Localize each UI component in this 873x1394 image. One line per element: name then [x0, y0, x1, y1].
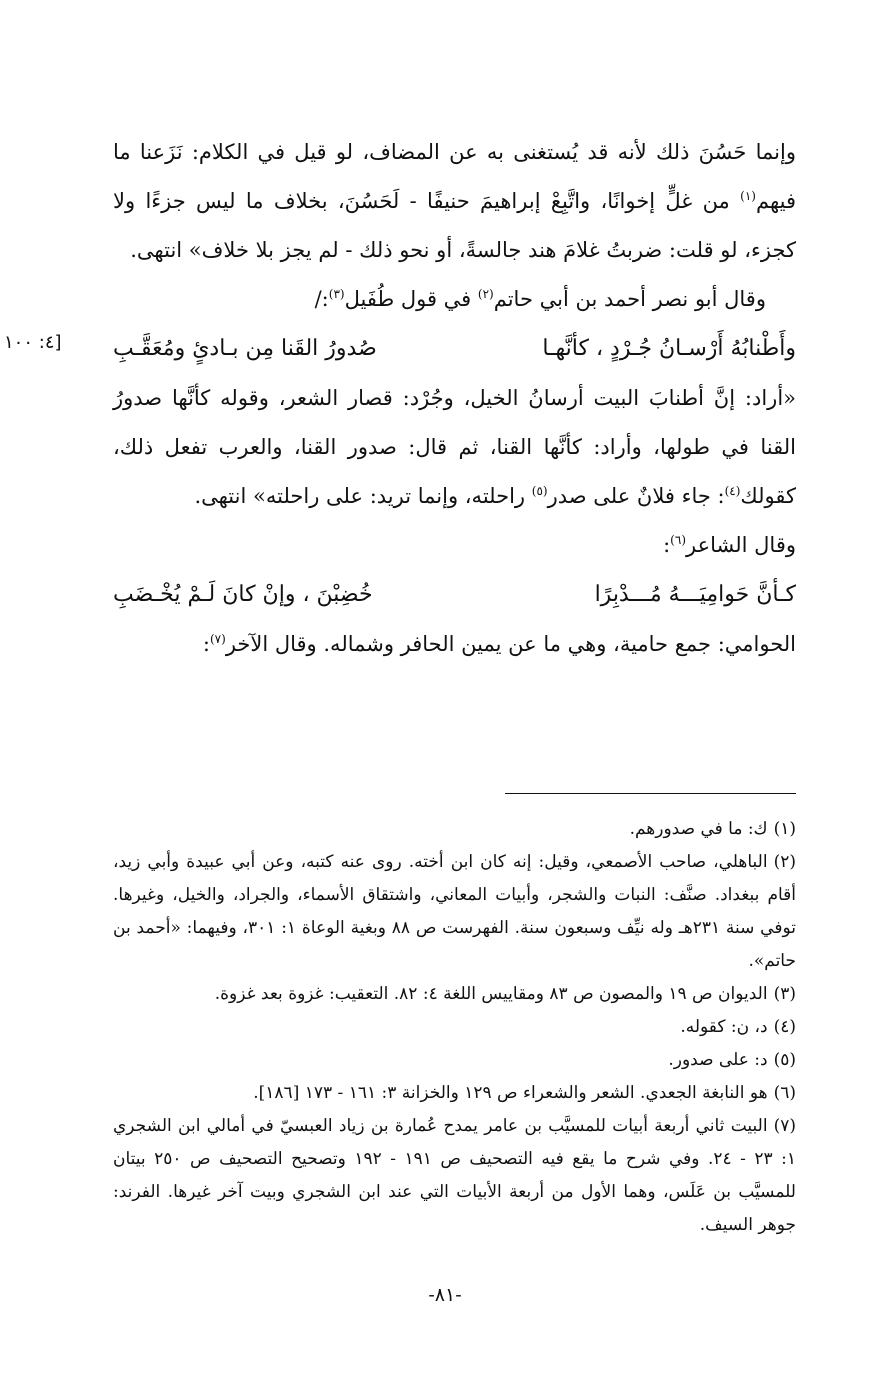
footnote-ref-6: (٦)	[670, 533, 686, 547]
footnote-text: الديوان ص ١٩ والمصون ص ٨٣ ومقاييس اللغة ٤: ٨٢. التعقيب: غزوة بعد غزوة.	[214, 984, 768, 1004]
footnotes	[113, 813, 796, 1242]
footnote-number: (٤)	[773, 1017, 796, 1037]
paragraph-4	[113, 521, 796, 570]
paragraph-2	[113, 275, 796, 324]
footnote-ref-3: (٣)	[328, 287, 345, 301]
footnote-6	[113, 1077, 796, 1110]
paragraph-5-text-a: الحوامي: جمع حامية، وهي ما عن يمين الحافر وشماله. وقال الآخر	[225, 632, 796, 656]
paragraph-2-text-c: :/	[314, 287, 329, 311]
footnote-text: البيت ثاني أربعة أبيات للمسيَّب بن عامر يمدح عُمارة بن زياد العبسيّ في أمالي ابن الشجري ١: ٢٣ - ٢٤. وفي شرح ما يقع فيه التصحيف ص ١٩١ - ١٩٢ وتصحيح التصحيف ص ٢٥٠ بيتان للمسيَّب بن عَلَس، وهما الأول من أربعة الأبيات التي عند ابن الشجري وبيت آخر غيرها. الفرند: جوهر السيف.	[113, 1116, 796, 1235]
footnote-ref-1: (١)	[740, 189, 756, 203]
footnote-number: (٣)	[773, 984, 796, 1004]
paragraph-2-text-b: في قول طُفَيل	[344, 287, 472, 311]
footnote-text: هو النابغة الجعدي. الشعر والشعراء ص ١٢٩ والخزانة ٣: ١٦١ - ١٧٣ [١٨٦].	[253, 1083, 768, 1103]
paragraph-1-continuation: من غلٍّ إخوانًا، واتَّبِعْ إبراهيمَ حنيفًا - لَحَسُنَ، بخلاف ما ليس جزءًا ولا كجزء، لو قلت: ضربتُ غلامَ هند جالسةً، أو نحو ذلك - لم يجز بلا خلاف» انتهى.	[113, 189, 796, 262]
footnote-3	[113, 978, 796, 1011]
verse-1	[113, 324, 796, 374]
paragraph-1-text: وإنما حَسُنَ ذلك لأنه قد يُستغنى به عن المضاف، لو قيل في الكلام: نَزَعنا ما فيهم	[113, 140, 796, 213]
footnote-5	[113, 1044, 796, 1077]
footnote-2	[113, 846, 796, 978]
footnote-separator	[505, 793, 796, 794]
paragraph-4-text-a: وقال الشاعر	[686, 533, 796, 557]
paragraph-3-text-c: راحلته، وإنما تريد: على راحلته» انتهى.	[194, 484, 526, 508]
margin-reference: [٤: ١٠٠	[4, 332, 62, 353]
verse-2-first-hemistich: كـأنَّ حَوامِيَـــهُ مُـــدْبِرًا	[594, 582, 796, 607]
paragraph-5	[113, 620, 796, 669]
paragraph-3	[113, 374, 796, 521]
page-number: -٨١-	[428, 1284, 462, 1306]
verse-1-second-hemistich: صُدورُ القَنا مِن بـادئٍ ومُعَقَّـبِ	[113, 336, 377, 361]
verse-2-second-hemistich: خُضِبْنَ ، وإنْ كانَ لَـمْ يُخْـضَبِ	[113, 582, 373, 607]
verse-1-first-hemistich: وأَطْنابُهُ أَرْسـانُ جُـرْدٍ ، كأنَّهـا	[542, 336, 796, 361]
paragraph-1	[113, 128, 796, 275]
footnote-number: (٦)	[773, 1083, 796, 1103]
paragraph-4-text-b: :	[663, 533, 671, 557]
paragraph-3-text-b: : جاء فلانٌ على صدر	[547, 484, 725, 508]
footnote-7	[113, 1110, 796, 1242]
footnote-ref-5: (٥)	[531, 484, 548, 498]
footnote-text: د: على صدور.	[668, 1050, 768, 1070]
verse-2	[113, 570, 796, 620]
footnote-text: ك: ما في صدورهم.	[629, 819, 768, 839]
footnote-number: (١)	[773, 819, 796, 839]
paragraph-2-text-a: وقال أبو نصر أحمد بن أبي حاتم	[493, 287, 766, 311]
footnote-4	[113, 1011, 796, 1044]
footnote-ref-7: (٧)	[209, 632, 226, 646]
footnote-ref-4: (٤)	[724, 484, 741, 498]
footnote-text: الباهلي، صاحب الأصمعي، وقيل: إنه كان ابن أخته. روى عنه كتبه، وعن أبي عبيدة وأبي زيد، أقام ببغداد. صنَّف: النبات والشجر، وأبيات المعاني، واشتقاق الأسماء، والجراد، والخيل، وغيرها. توفي سنة ٢٣١هـ وله نيِّف وسبعون سنة. الفهرست ص ٨٨ وبغية الوعاة ١: ٣٠١، وفيهما: «أحمد بن حاتم».	[113, 852, 796, 971]
paragraph-3-text-a: «أراد: إنَّ أطنابَ البيت أرسانُ الخيل، وجُرْد: قصار الشعر، وقوله كأنَّها صدورُ القنا في طولها، وأراد: كأنَّها القنا، ثم قال: صدور القنا، والعرب تفعل ذلك، كقولك	[113, 386, 796, 508]
footnote-text: د، ن: كقوله.	[680, 1017, 768, 1037]
paragraph-5-text-b: :	[202, 632, 210, 656]
footnote-number: (٢)	[773, 852, 796, 872]
footnote-number: (٥)	[773, 1050, 796, 1070]
footnote-1	[113, 813, 796, 846]
main-text	[113, 128, 796, 669]
footnote-number: (٧)	[773, 1116, 796, 1136]
footnote-ref-2: (٢)	[477, 287, 494, 301]
